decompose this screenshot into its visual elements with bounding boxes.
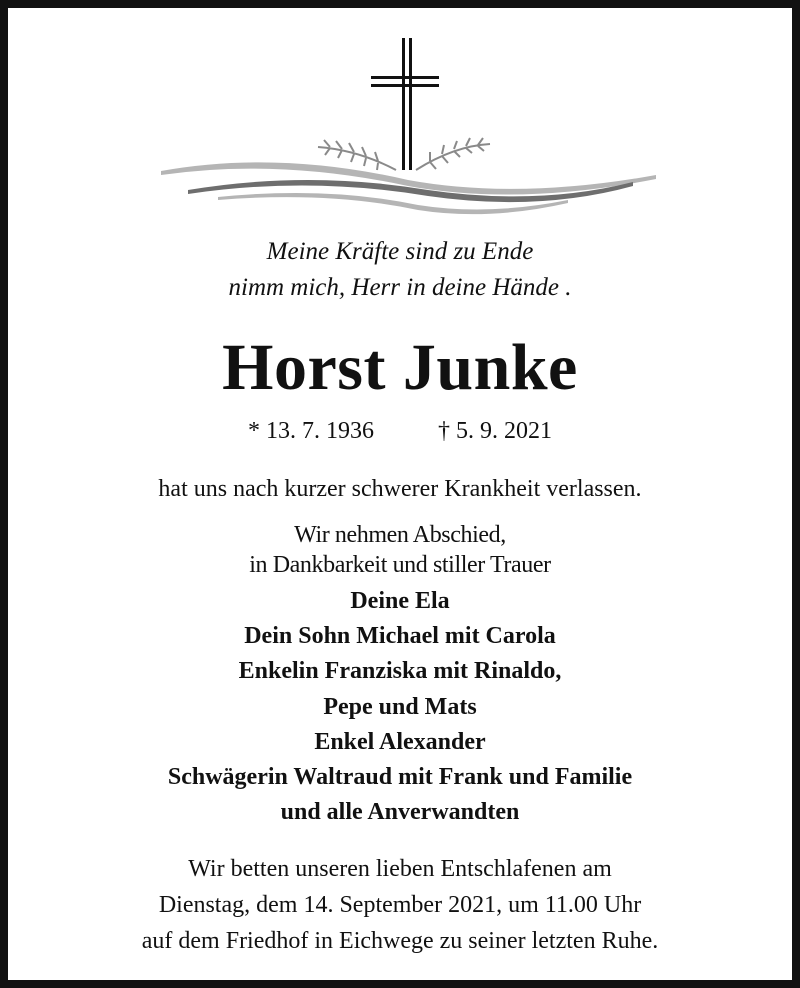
life-dates xyxy=(8,413,792,449)
mourners-list xyxy=(8,584,792,830)
right-branch-icon xyxy=(416,138,490,170)
verse xyxy=(8,234,792,306)
verse-line: nimm mich, Herr in deine Hände . xyxy=(228,274,572,301)
burial-notice xyxy=(8,851,792,959)
verse-line: Meine Kräfte sind zu Ende xyxy=(266,238,534,265)
mourner: und alle Anverwandten xyxy=(280,799,520,826)
burial-line: auf dem Friedhof in Eichwege zu seiner letzten Ruhe. xyxy=(141,928,659,954)
mourner: Dein Sohn Michael mit Carola xyxy=(244,623,556,650)
burial-line: Wir betten unseren lieben Entschlafenen am xyxy=(188,856,612,882)
mourner: Enkelin Franziska mit Rinaldo, xyxy=(238,658,562,685)
wave-light-2 xyxy=(218,193,568,214)
death-date: † 5. 9. 2021 xyxy=(438,418,552,444)
farewell-line: in Dankbarkeit und stiller Trauer xyxy=(249,552,551,578)
mourner: Pepe und Mats xyxy=(323,693,477,720)
burial-line: Dienstag, dem 14. September 2021, um 11.00 Uhr xyxy=(158,892,642,918)
cross-icon xyxy=(371,38,439,170)
deceased-name: Horst Junke xyxy=(222,331,578,404)
cross-emblem-icon xyxy=(158,30,663,220)
death-statement: hat uns nach kurzer schwerer Krankheit verlassen. xyxy=(158,476,642,502)
mourner: Deine Ela xyxy=(350,588,450,614)
left-branch-icon xyxy=(318,140,396,170)
farewell-line: Wir nehmen Abschied, xyxy=(294,522,506,548)
birth-date: * 13. 7. 1936 xyxy=(248,418,374,444)
mourner: Schwägerin Waltraud mit Frank und Familie xyxy=(167,764,633,791)
farewell xyxy=(8,520,792,580)
mourner: Enkel Alexander xyxy=(314,728,486,755)
